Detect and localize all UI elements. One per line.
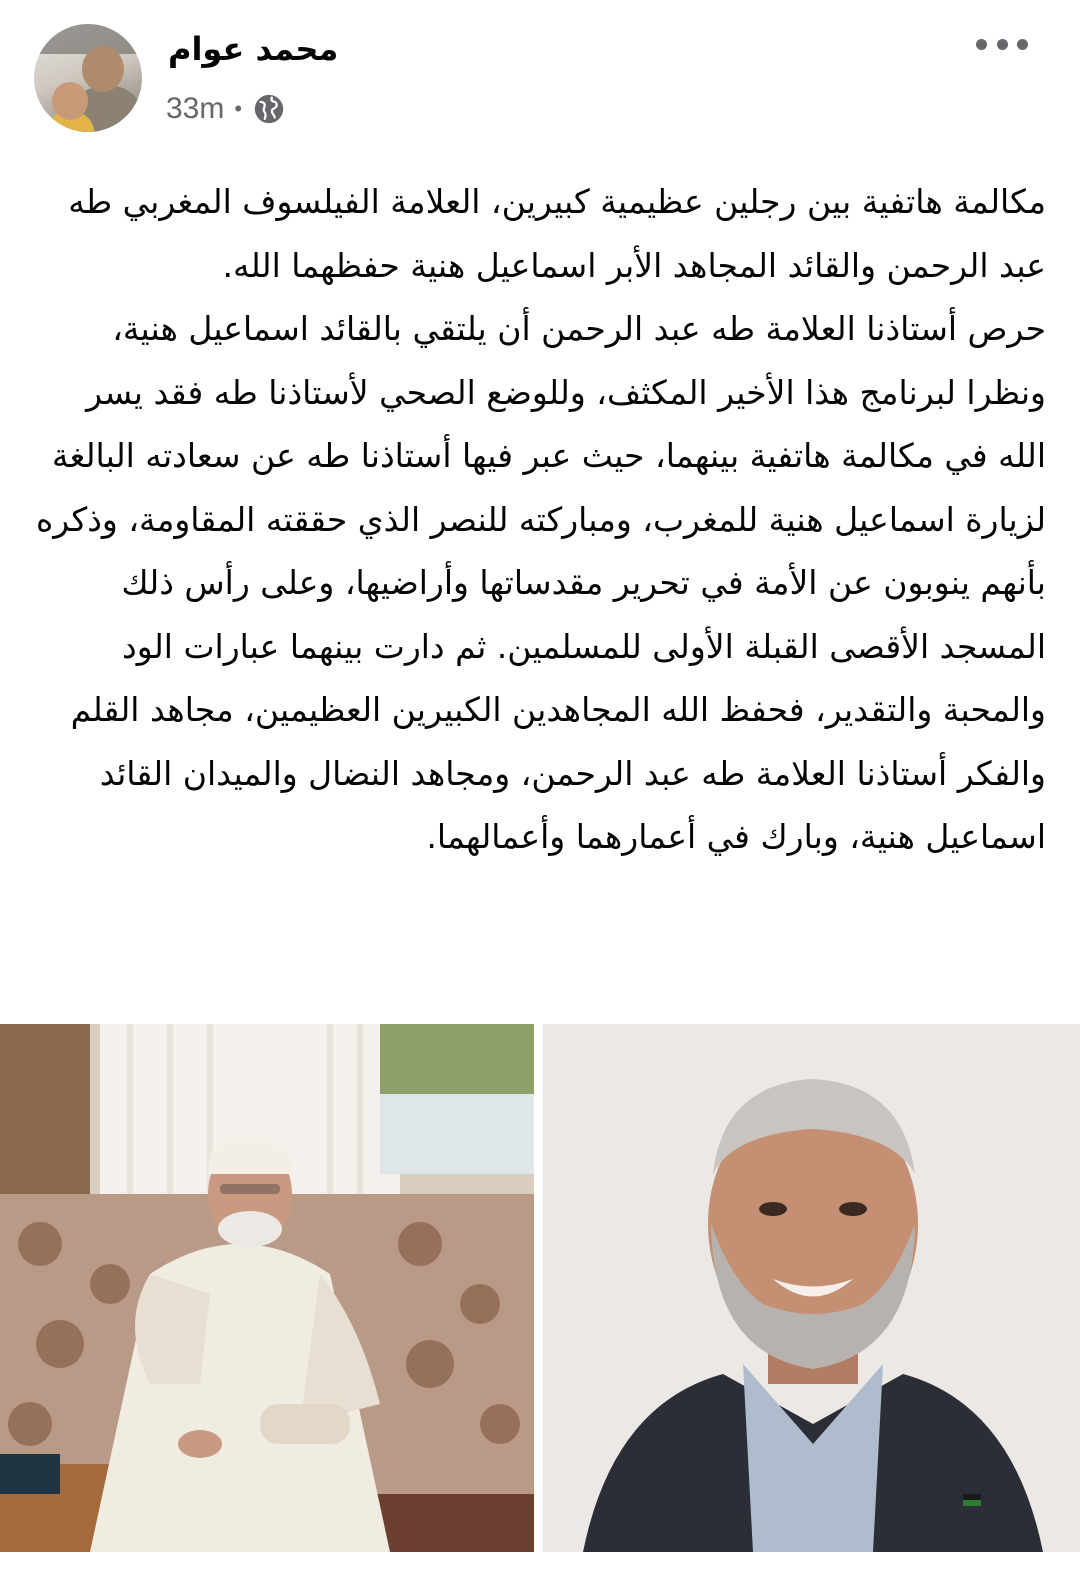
author-name[interactable]: محمد عوام [168, 30, 339, 68]
avatar-background [34, 24, 142, 54]
meta-separator: • [234, 96, 243, 121]
post-paragraph: حرص أستاذنا العلامة طه عبد الرحمن أن يلتقي بالقائد اسماعيل هنية، ونظرا لبرنامج هذا الأخير المكثف، وللوضع الصحي لأستاذنا طه فقد يسر الله في مكالمة هاتفية بينهما، حيث عبر فيها أستاذنا طه عن سعادته البالغة لزيارة اسماعيل هنية للمغرب، ومباركته للنصر الذي حققته المقاومة، وذكره بأنهم ينوبون عن الأمة في تحرير مقدساتها وأراضيها، وعلى رأس ذلك المسجد الأقصى القبلة الأولى للمسلمين. ثم دارت بينهما عبارات الود والمحبة والتقدير، فحفظ الله المجاهدين الكبيرين العظيمين، مجاهد القلم والفكر أستاذنا العلامة طه عبد الرحمن، ومجاهد النضال والميدان القائد اسماعيل هنية، وبارك في أعمارهما وأعمالهما. [36, 309, 1046, 856]
globe-icon[interactable] [252, 92, 286, 126]
more-options-icon[interactable] [976, 36, 1028, 52]
photo-bearded-man[interactable] [543, 1024, 1080, 1552]
photo-elderly-scholar[interactable] [0, 1024, 534, 1552]
photo-grid [0, 1024, 1080, 1552]
post-paragraph: مكالمة هاتفية بين رجلين عظيمية كبيرين، العلامة الفيلسوف المغربي طه عبد الرحمن والقائد المجاهد الأبر اسماعيل هنية حفظهما الله. [68, 182, 1046, 285]
post-meta [166, 92, 286, 126]
post-text [36, 170, 1046, 869]
author-avatar[interactable] [34, 24, 142, 132]
post-time[interactable]: 33m [166, 92, 225, 125]
